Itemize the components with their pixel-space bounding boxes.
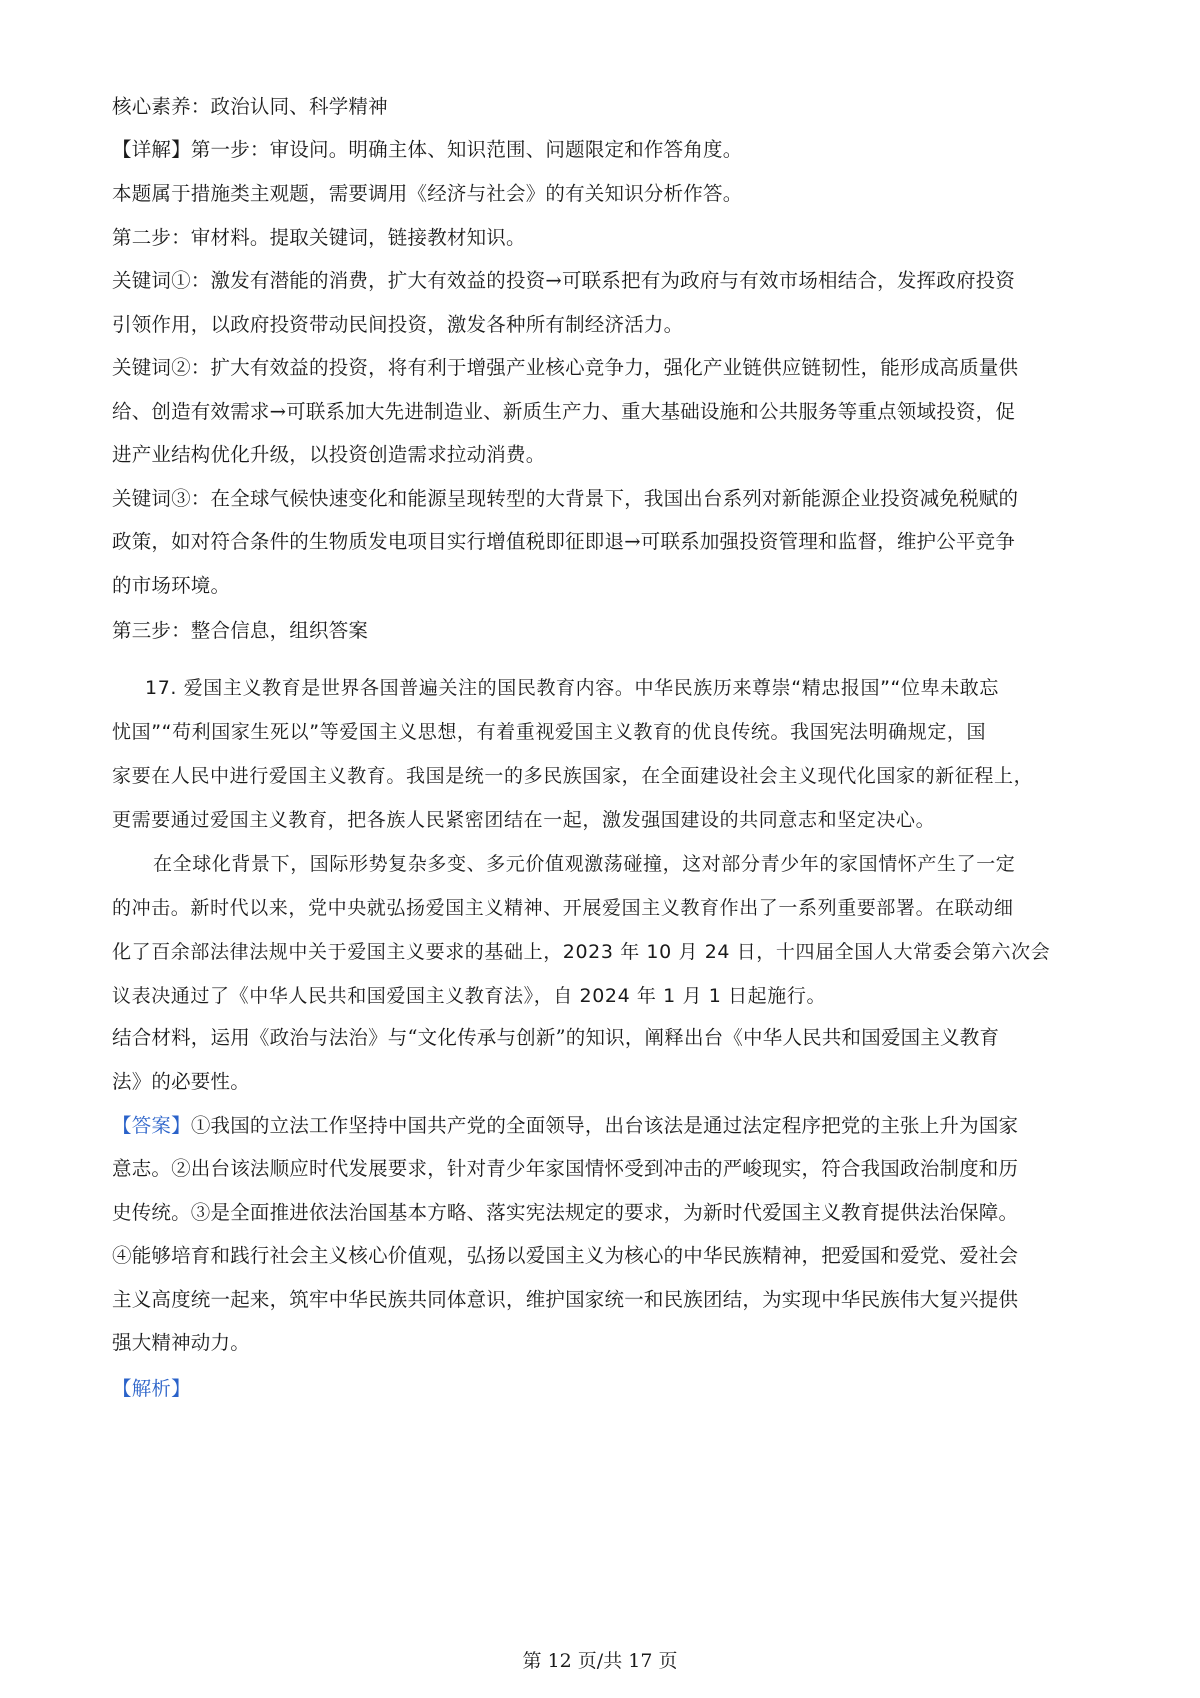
answer-line-2: 意志。②出台该法顺应时代发展要求，针对青少年家国情怀受到冲击的严峻现实，符合我国政治制度和历 — [112, 1157, 1019, 1180]
q17-para2-line-2: 的冲击。新时代以来，党中央就弘扬爱国主义精神、开展爱国主义教育作出了一系列重要部署。在联动细 — [112, 897, 1014, 919]
core-literacy-line: 核心素养：政治认同、科学精神 — [112, 95, 388, 118]
keyword3-line-3: 的市场环境。 — [112, 574, 231, 597]
q17-para1-line-4: 更需要通过爱国主义教育，把各族人民紧密团结在一起，激发强国建设的共同意志和坚定决心。 — [112, 809, 936, 831]
q17-para1-line-1: 17. 爱国主义教育是世界各国普遍关注的国民教育内容。中华民族历来尊崇“精忠报国”“位卑未敢忘 — [145, 677, 999, 699]
detail-tag: 【详解】 — [112, 138, 191, 161]
step3-line: 第三步：整合信息，组织答案 — [112, 619, 369, 642]
q17-para2-line-4: 议表决通过了《中华人民共和国爱国主义教育法》，自 2024 年 1 月 1 日起施行。 — [112, 985, 827, 1007]
answer-line-6: 强大精神动力。 — [112, 1331, 250, 1354]
keyword2-line-1: 关键词②：扩大有效益的投资，将有利于增强产业核心竞争力，强化产业链供应链韧性，能形成高质量供 — [112, 356, 1019, 379]
keyword1-line-2: 引领作用，以政府投资带动民间投资，激发各种所有制经济活力。 — [112, 313, 684, 336]
answer-line-3: 史传统。③是全面推进依法治国基本方略、落实宪法规定的要求，为新时代爱国主义教育提供法治保障。 — [112, 1201, 1019, 1224]
keyword3-line-2: 政策，如对符合条件的生物质发电项目实行增值税即征即退→可联系加强投资管理和监督，维护公平竞争 — [112, 530, 1016, 553]
keyword1-line-1: 关键词①：激发有潜能的消费，扩大有效益的投资→可联系把有为政府与有效市场相结合，发挥政府投资 — [112, 269, 1016, 292]
q17-para2-line-1: 在全球化背景下，国际形势复杂多变、多元价值观激荡碰撞，这对部分青少年的家国情怀产生了一定 — [153, 853, 1016, 875]
q17-prompt-line-2: 法》的必要性。 — [112, 1070, 250, 1093]
keyword2-line-3: 进产业结构优化升级，以投资创造需求拉动消费。 — [112, 443, 546, 466]
q17-para2-line-3: 化了百余部法律法规中关于爱国主义要求的基础上，2023 年 10 月 24 日，十四届全国人大常委会第六次会 — [112, 941, 1051, 963]
q17-prompt-line-1: 结合材料，运用《政治与法治》与“文化传承与创新”的知识，阐释出台《中华人民共和国爱国主义教育 — [112, 1026, 1000, 1049]
answer-text-1: ①我国的立法工作坚持中国共产党的全面领导，出台该法是通过法定程序把党的主张上升为国家 — [190, 1114, 1019, 1137]
q17-para1-line-2: 忧国”“苟利国家生死以”等爱国主义思想，有着重视爱国主义教育的优良传统。我国宪法明确规定，国 — [112, 721, 987, 743]
answer-line-1 — [112, 1112, 1102, 1140]
detail-step1-line — [112, 136, 1102, 164]
step2-line: 第二步：审材料。提取关键词，链接教材知识。 — [112, 226, 526, 249]
step1-text: 第一步：审设问。明确主体、知识范围、问题限定和作答角度。 — [190, 138, 743, 161]
keyword2-line-2: 给、创造有效需求→可联系加大先进制造业、新质生产力、重大基础设施和公共服务等重点领域投资，促 — [112, 400, 1016, 423]
page-footer: 第 12 页/共 17 页 — [522, 1650, 678, 1672]
analysis-tag: 【解析】 — [112, 1377, 191, 1400]
answer-line-4: ④能够培育和践行社会主义核心价值观，弘扬以爱国主义为核心的中华民族精神，把爱国和爱党、爱社会 — [112, 1244, 1019, 1267]
answer-tag: 【答案】 — [112, 1114, 191, 1137]
q17-para1-line-3: 家要在人民中进行爱国主义教育。我国是统一的多民族国家，在全面建设社会主义现代化国家的新征程上， — [112, 765, 1034, 787]
scope-line: 本题属于措施类主观题，需要调用《经济与社会》的有关知识分析作答。 — [112, 182, 743, 205]
keyword3-line-1: 关键词③：在全球气候快速变化和能源呈现转型的大背景下，我国出台系列对新能源企业投资减免税赋的 — [112, 487, 1019, 510]
answer-line-5: 主义高度统一起来，筑牢中华民族共同体意识，维护国家统一和民族团结，为实现中华民族伟大复兴提供 — [112, 1288, 1019, 1311]
